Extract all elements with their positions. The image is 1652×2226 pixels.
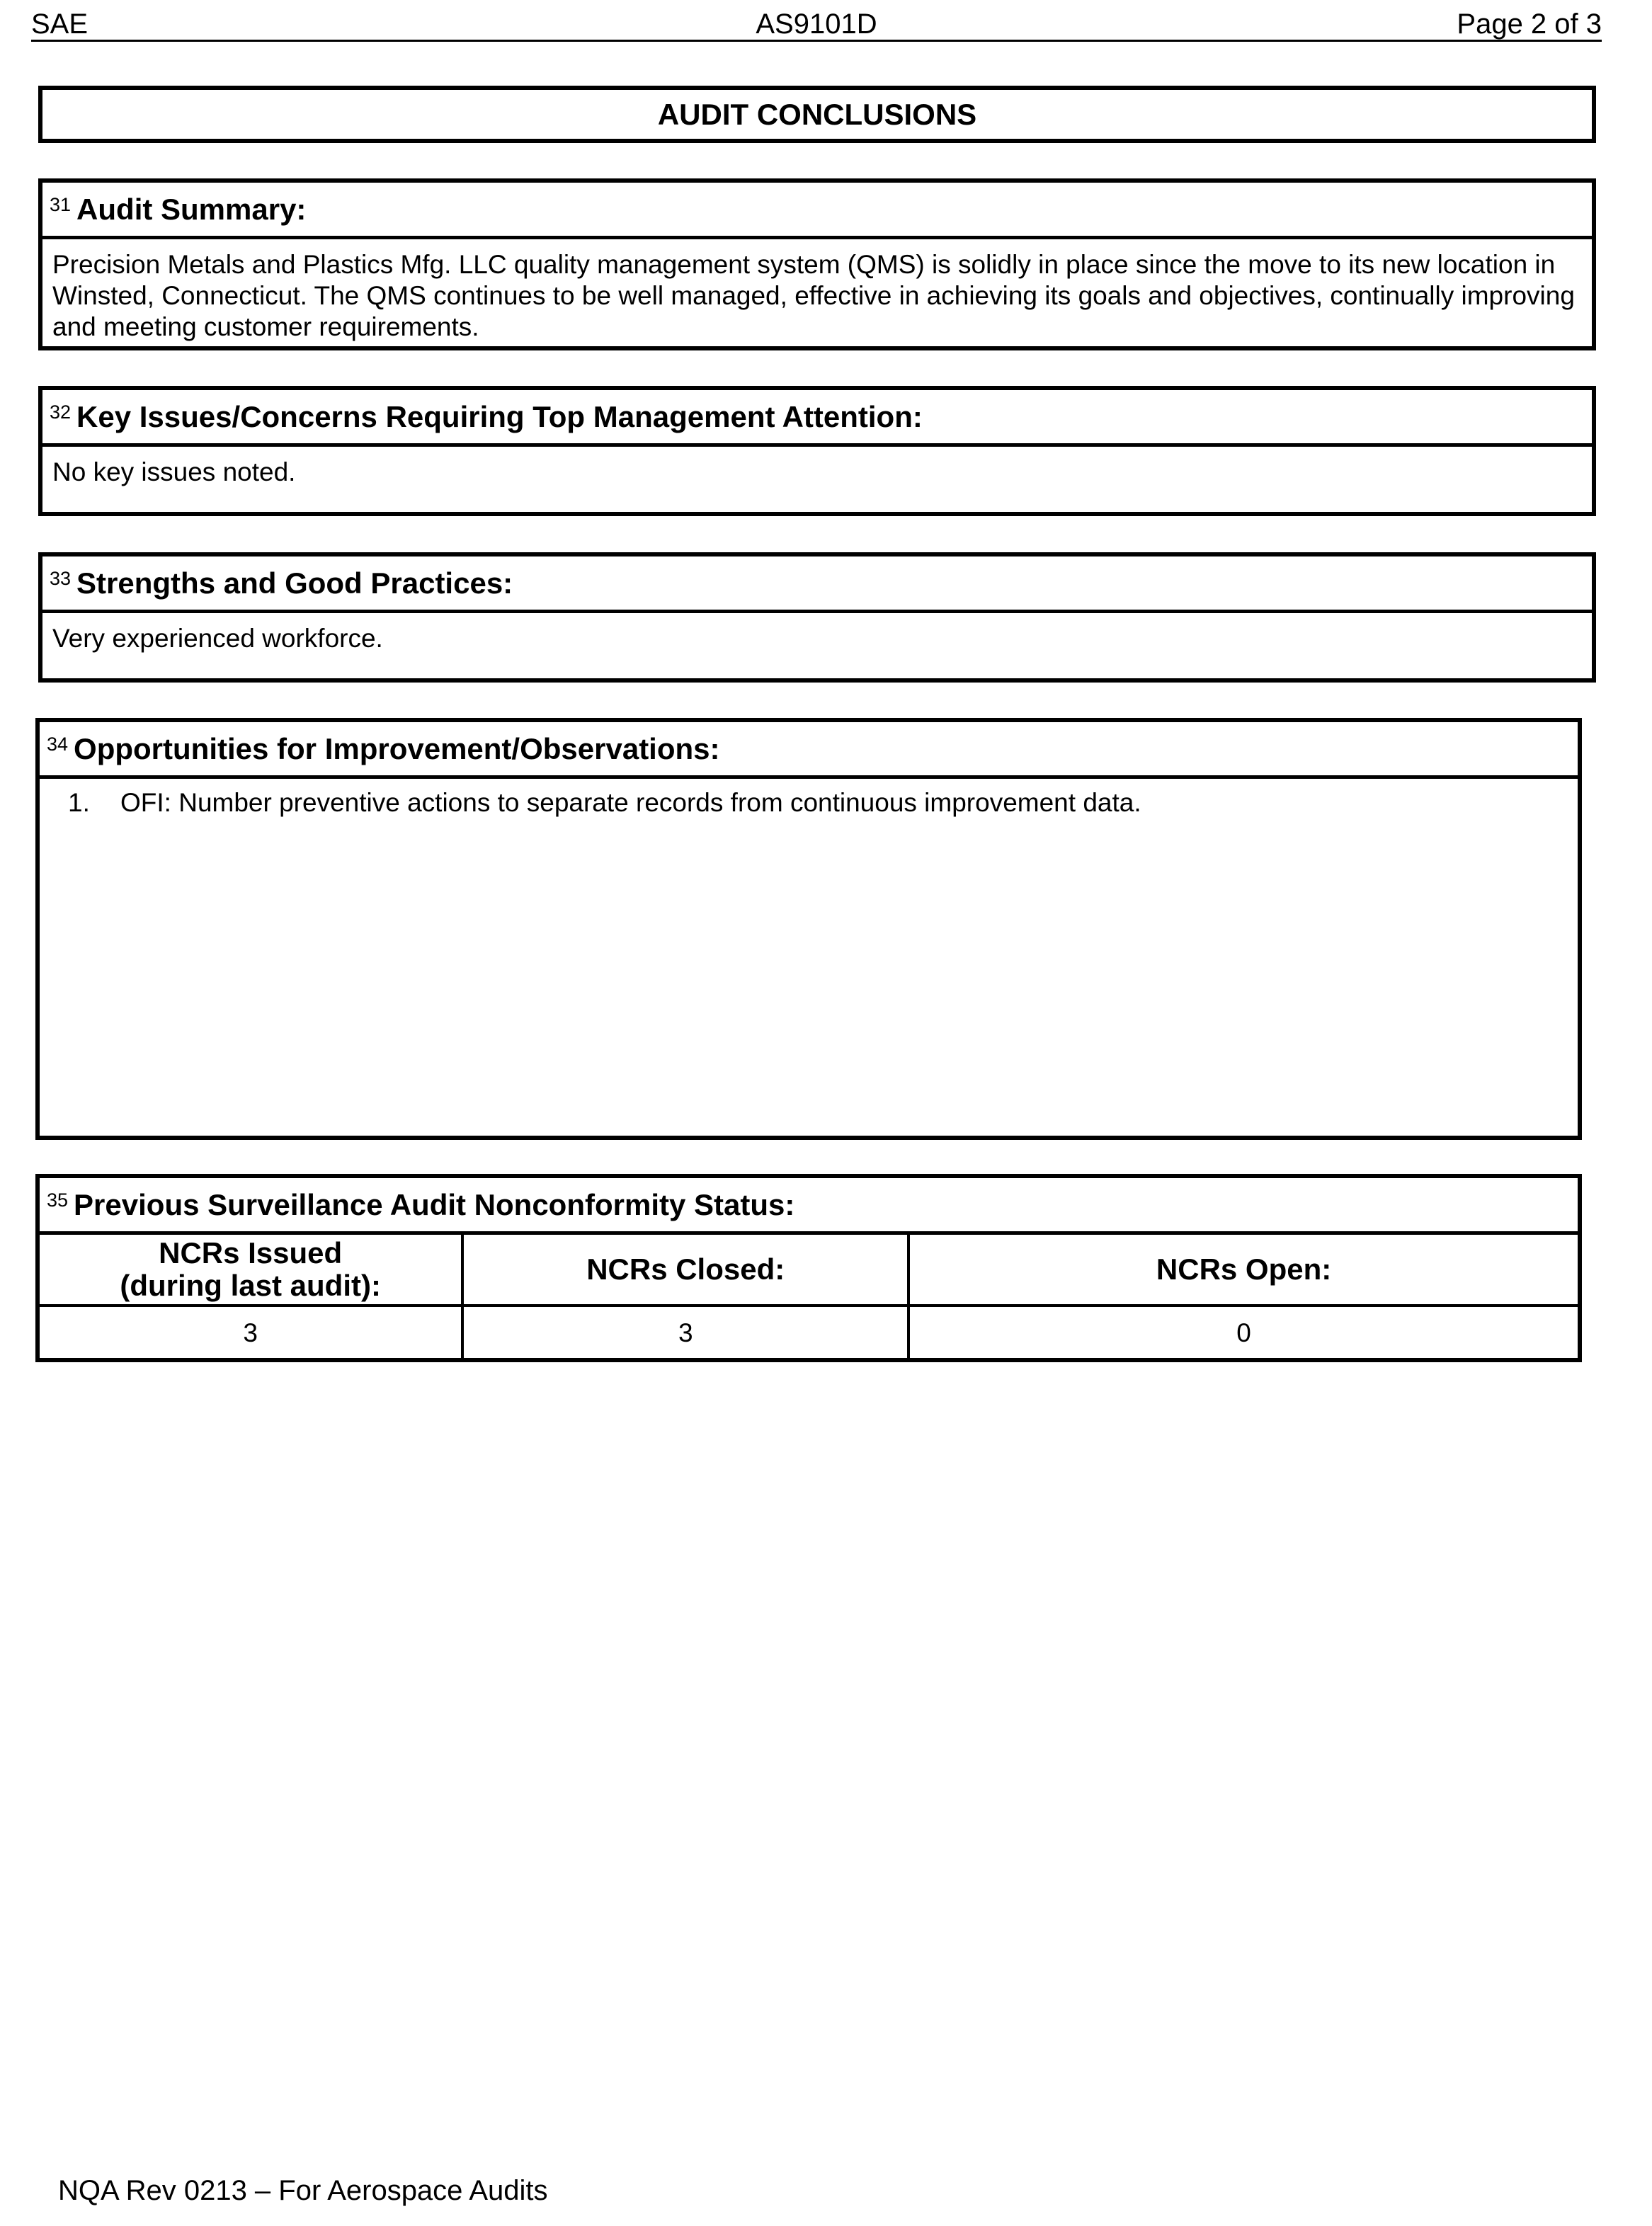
section-title: Key Issues/Concerns Requiring Top Management Attention:	[76, 399, 923, 433]
page-title: AUDIT CONCLUSIONS	[38, 86, 1596, 143]
section-number: 34	[47, 734, 69, 755]
section-title: Audit Summary:	[76, 192, 307, 226]
header-page-number: Page 2 of 3	[1457, 8, 1602, 40]
ncrs-issued-value: 3	[40, 1306, 462, 1359]
header-standard: AS9101D	[756, 8, 877, 40]
key-issues-section	[38, 386, 1596, 516]
opportunities-section	[35, 718, 1582, 1140]
section-heading	[42, 183, 1592, 239]
ncr-status-table	[40, 1235, 1578, 1359]
audit-summary-section	[38, 178, 1596, 350]
page-footer: NQA Rev 0213 – For Aerospace Audits	[58, 2175, 548, 2206]
strengths-section	[38, 552, 1596, 683]
ncrs-closed-header: NCRs Closed:	[462, 1235, 908, 1306]
section-heading	[40, 1178, 1578, 1235]
ncrs-open-header: NCRs Open:	[908, 1235, 1578, 1306]
key-issues-text: No key issues noted.	[52, 457, 296, 486]
ncrs-issued-header: NCRs Issued (during last audit):	[40, 1235, 462, 1306]
section-heading	[42, 390, 1592, 447]
section-heading	[42, 556, 1592, 613]
section-number: 35	[47, 1189, 69, 1211]
previous-status-section	[35, 1174, 1582, 1362]
section-number: 33	[50, 568, 72, 589]
ncrs-open-value: 0	[908, 1306, 1578, 1359]
list-item-text: OFI: Number preventive actions to separate records from continuous improvement data.	[120, 788, 1141, 817]
strengths-text: Very experienced workforce.	[52, 624, 383, 653]
section-title: Opportunities for Improvement/Observations:	[74, 731, 720, 765]
table-row	[40, 1306, 1578, 1359]
ncrs-closed-value: 3	[462, 1306, 908, 1359]
section-title: Previous Surveillance Audit Nonconformity Status:	[74, 1187, 795, 1221]
header-org: SAE	[31, 8, 89, 40]
section-heading	[40, 722, 1578, 779]
list-item	[40, 779, 1578, 818]
list-item-number: 1.	[68, 788, 90, 817]
audit-summary-text: Precision Metals and Plastics Mfg. LLC quality management system (QMS) is solidly in place since the move to its new location in Winsted, Connecticut. The QMS continues to be well managed, effective in achieving its goals and objectives, continually improving and meeting customer requirements.	[52, 250, 1575, 341]
page-header	[31, 7, 1602, 42]
section-number: 31	[50, 194, 72, 215]
section-title: Strengths and Good Practices:	[76, 566, 513, 600]
section-number: 32	[50, 401, 72, 423]
table-header-row	[40, 1235, 1578, 1306]
